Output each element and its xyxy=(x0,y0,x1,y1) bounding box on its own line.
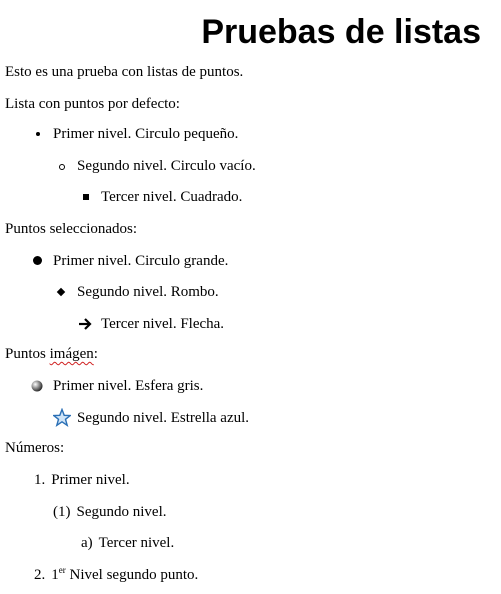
right-arrow-icon xyxy=(77,314,95,334)
heading-default-bullets: Lista con puntos por defecto: xyxy=(5,96,180,112)
list-item xyxy=(29,251,228,271)
list-item xyxy=(53,408,249,428)
list-item-text: Primer nivel. Circulo pequeño. xyxy=(53,126,239,142)
list-item xyxy=(77,187,242,207)
list-item xyxy=(53,156,256,176)
list-item-text: Segundo nivel. Rombo. xyxy=(77,284,219,300)
empty-circle-icon xyxy=(53,156,71,176)
list-item xyxy=(29,124,238,144)
small-filled-circle-icon xyxy=(29,124,47,144)
blue-star-icon xyxy=(53,408,71,428)
list-item-text: 1er Nivel segundo punto. xyxy=(51,565,199,583)
heading-image-bullets: Puntos imágen: xyxy=(5,346,98,362)
list-item-text: Tercer nivel. Cuadrado. xyxy=(101,189,243,205)
list-item-text: Primer nivel. xyxy=(51,472,130,488)
list-item-text: Tercer nivel. Flecha. xyxy=(101,316,225,332)
list-item-text: Segundo nivel. xyxy=(76,504,167,520)
list-item xyxy=(34,470,130,490)
list-item xyxy=(34,565,198,585)
page-title: Pruebas de listas xyxy=(201,13,481,51)
list-item-text: Tercer nivel. xyxy=(98,535,175,551)
list-item xyxy=(53,502,167,522)
heading-selected-bullets: Puntos seleccionados: xyxy=(5,221,138,237)
list-number: 1. xyxy=(34,472,46,488)
misspelled-word: imágen xyxy=(49,346,94,362)
list-number: 2. xyxy=(34,567,46,583)
list-item xyxy=(77,314,224,334)
list-item xyxy=(53,282,219,302)
list-item-text: Primer nivel. Circulo grande. xyxy=(53,253,229,269)
diamond-icon xyxy=(53,282,71,302)
gray-sphere-icon xyxy=(29,376,47,396)
list-item-text: Segundo nivel. Estrella azul. xyxy=(77,410,250,426)
filled-square-icon xyxy=(77,187,95,207)
large-filled-circle-icon xyxy=(29,251,47,271)
list-number: (1) xyxy=(53,504,71,520)
intro-paragraph: Esto es una prueba con listas de puntos. xyxy=(5,64,244,80)
list-item xyxy=(29,376,203,396)
list-item-text: Segundo nivel. Circulo vacío. xyxy=(77,158,256,174)
list-item xyxy=(81,533,174,553)
list-number: a) xyxy=(81,535,93,551)
list-item-text: Primer nivel. Esfera gris. xyxy=(53,378,204,394)
heading-numbers: Números: xyxy=(5,440,65,456)
